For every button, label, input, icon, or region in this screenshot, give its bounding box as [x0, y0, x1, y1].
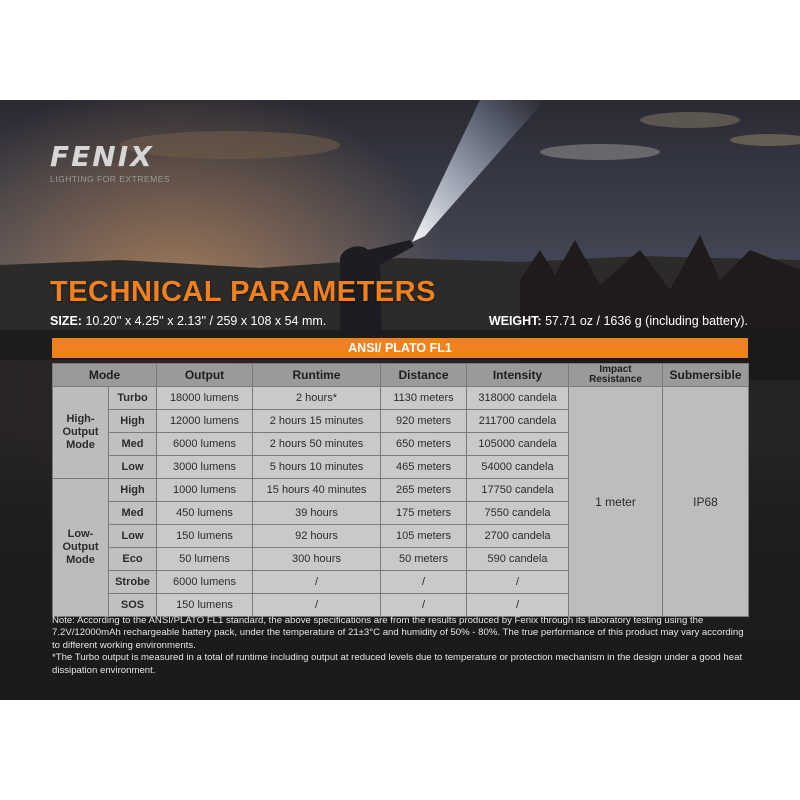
distance-cell: 265 meters: [381, 479, 467, 502]
output-cell: 6000 lumens: [157, 571, 253, 594]
size-label: SIZE:: [50, 314, 82, 328]
weight-label: WEIGHT:: [488, 314, 542, 328]
weight-value: 57.71 oz / 1636 g (including battery).: [545, 314, 748, 328]
note-ansi-standard: Note: According to the ANSI/PLATO FL1 standard, the above specifications are from the results produced by Fenix through its laboratory testing using the 7.2V/12000mAh rechargeable battery pack, under the temperature of 21±3°C and humidity of 50% - 80%. The true performance of this product may vary according to different working environments.: [52, 615, 744, 651]
size-value: 10.20'' x 4.25'' x 2.13'' / 259 x 108 x 54 mm.: [85, 314, 327, 328]
intensity-cell: 105000 candela: [467, 433, 569, 456]
runtime-cell: 2 hours 15 minutes: [253, 410, 381, 433]
submersible-value: IP68: [663, 387, 749, 617]
output-cell: 6000 lumens: [157, 433, 253, 456]
distance-cell: 650 meters: [381, 433, 467, 456]
intensity-cell: 54000 candela: [467, 456, 569, 479]
output-cell: 450 lumens: [157, 502, 253, 525]
runtime-cell: 92 hours: [253, 525, 381, 548]
intensity-cell: 2700 candela: [467, 525, 569, 548]
header-impact-line1: Impact: [599, 364, 632, 375]
intensity-cell: /: [467, 594, 569, 617]
intensity-cell: 7550 candela: [467, 502, 569, 525]
distance-cell: 465 meters: [381, 456, 467, 479]
level-cell: Eco: [109, 548, 157, 571]
intensity-cell: 17750 candela: [467, 479, 569, 502]
intensity-cell: 211700 candela: [467, 410, 569, 433]
brand-logo: [50, 140, 170, 184]
note-turbo-output: *The Turbo output is measured in a total of runtime including output at reduced levels due to temperature or protection mechanism in the design under a good heat dissipation environment.: [52, 652, 743, 676]
mode-group-line: Mode: [66, 439, 95, 451]
table-header-row: [53, 364, 749, 387]
weight-spec: [489, 314, 748, 328]
distance-cell: /: [381, 571, 467, 594]
runtime-cell: 300 hours: [253, 548, 381, 571]
impact-resistance-value: 1 meter: [569, 387, 663, 617]
mode-group-line: Output: [62, 426, 99, 438]
brand-name: FENIX: [50, 140, 154, 173]
header-impact-line2: Resistance: [589, 374, 642, 385]
header-submersible: Submersible: [663, 364, 749, 387]
level-cell: SOS: [109, 594, 157, 617]
footnotes: [52, 615, 752, 677]
runtime-cell: 5 hours 10 minutes: [253, 456, 381, 479]
intensity-cell: /: [467, 571, 569, 594]
poster: [0, 100, 800, 700]
header-runtime: Runtime: [253, 364, 381, 387]
header-output: Output: [157, 364, 253, 387]
distance-cell: /: [381, 594, 467, 617]
runtime-cell: /: [253, 571, 381, 594]
brand-tagline: LIGHTING FOR EXTREMES: [50, 174, 171, 184]
distance-cell: 920 meters: [381, 410, 467, 433]
output-cell: 1000 lumens: [157, 479, 253, 502]
distance-cell: 105 meters: [381, 525, 467, 548]
cloud: [540, 144, 660, 160]
output-cell: 150 lumens: [157, 525, 253, 548]
output-cell: 150 lumens: [157, 594, 253, 617]
level-cell: Med: [109, 502, 157, 525]
intensity-cell: 590 candela: [467, 548, 569, 571]
spec-table: [52, 363, 749, 617]
intensity-cell: 318000 candela: [467, 387, 569, 410]
header-distance: Distance: [381, 364, 467, 387]
page-title: TECHNICAL PARAMETERS: [50, 276, 436, 308]
output-cell: 18000 lumens: [157, 387, 253, 410]
mode-group-line: Output: [62, 541, 99, 553]
output-cell: 12000 lumens: [157, 410, 253, 433]
output-cell: 50 lumens: [157, 548, 253, 571]
mode-group-line: Low-: [67, 528, 94, 540]
distance-cell: 50 meters: [381, 548, 467, 571]
level-cell: Low: [109, 456, 157, 479]
output-cell: 3000 lumens: [157, 456, 253, 479]
distance-cell: 175 meters: [381, 502, 467, 525]
runtime-cell: 39 hours: [253, 502, 381, 525]
runtime-cell: /: [253, 594, 381, 617]
mode-group-line: High-: [66, 413, 95, 425]
mode-group-low: [53, 479, 109, 617]
mode-group-high: [53, 387, 109, 479]
level-cell: Strobe: [109, 571, 157, 594]
runtime-cell: 2 hours*: [253, 387, 381, 410]
mode-group-line: Mode: [66, 554, 95, 566]
header-intensity: Intensity: [467, 364, 569, 387]
standard-banner: ANSI/ PLATO FL1: [52, 338, 748, 358]
runtime-cell: 15 hours 40 minutes: [253, 479, 381, 502]
level-cell: High: [109, 479, 157, 502]
runtime-cell: 2 hours 50 minutes: [253, 433, 381, 456]
cloud: [640, 112, 740, 128]
size-spec: [50, 314, 326, 328]
header-impact-resistance: [569, 364, 663, 387]
level-cell: Med: [109, 433, 157, 456]
table-row: [53, 387, 749, 410]
level-cell: High: [109, 410, 157, 433]
header-mode: Mode: [53, 364, 157, 387]
level-cell: Low: [109, 525, 157, 548]
level-cell: Turbo: [109, 387, 157, 410]
distance-cell: 1130 meters: [381, 387, 467, 410]
